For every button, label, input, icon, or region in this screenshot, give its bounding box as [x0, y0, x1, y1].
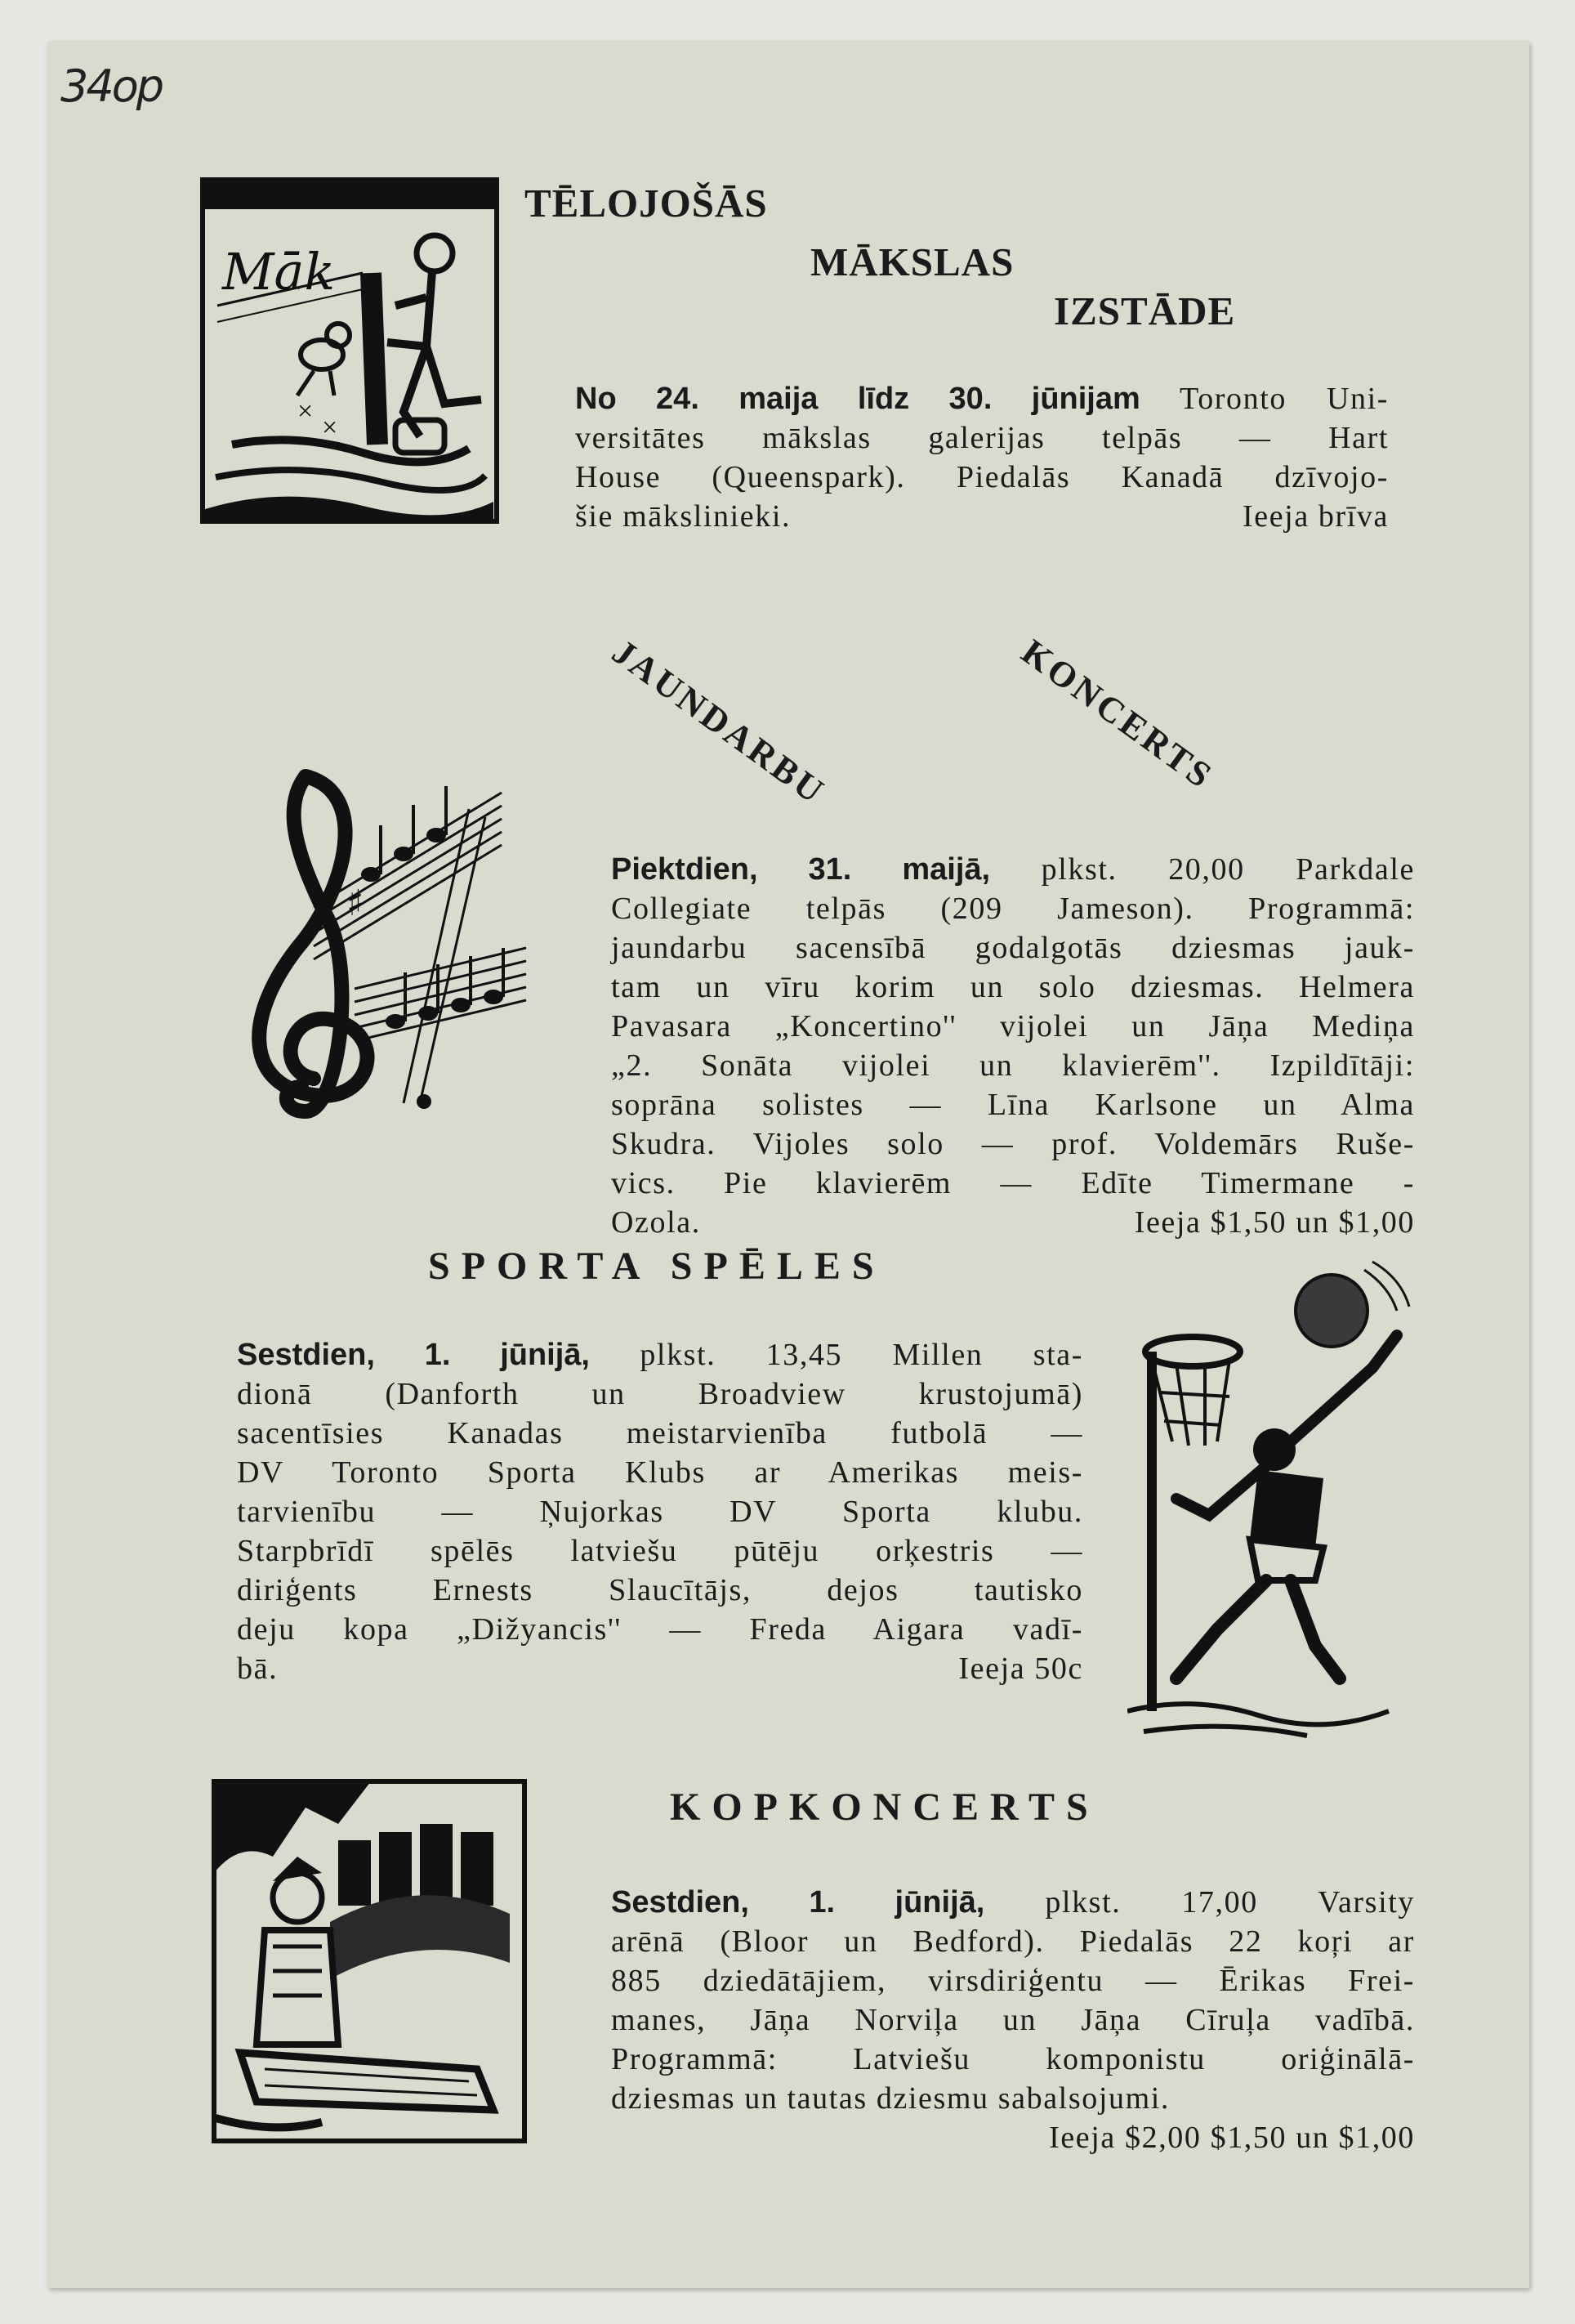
- exhibition-last-left: šie mākslinieki.: [575, 499, 792, 534]
- sport-title: SPORTA SPĒLES: [428, 1245, 886, 1288]
- poster-page: [47, 41, 1529, 2288]
- kopkoncerts-line-1: plkst. 17,00 Varsity: [1045, 1885, 1415, 1920]
- kopkoncerts-line-4: manes, Jāņa Norviļa un Jāņa Cīruļa vadībā.: [611, 2003, 1415, 2037]
- concert-line-3: jaundarbu sacensībā godalgotās dziesmas jauk-: [611, 931, 1415, 965]
- exhibition-title-line3: IZSTĀDE: [1054, 288, 1236, 333]
- exhibition-title-line1: TĒLOJOŠĀS: [524, 181, 768, 226]
- exhibition-paragraph: [575, 379, 1389, 536]
- concert-line-7: soprāna solistes — Līna Karlsone un Alma: [611, 1088, 1415, 1122]
- concert-line-6: „2. Sonāta vijolei un klavierēm''. Izpildītāji:: [611, 1048, 1415, 1083]
- concert-title-word1: JAUNDARBU: [605, 631, 834, 813]
- concert-line-2: Collegiate telpās (209 Jameson). Programmā:: [611, 892, 1415, 926]
- concert-paragraph: [611, 850, 1415, 1242]
- concert-line-1: plkst. 20,00 Parkdale: [1041, 852, 1415, 887]
- concert-line-4: tam un vīru korim un solo dziesmas. Helmera: [611, 970, 1415, 1004]
- concert-line-8: Skudra. Vijoles solo — prof. Voldemārs Ruše-: [611, 1127, 1415, 1161]
- exhibition-line-3: House (Queenspark). Piedalās Kanadā dzīvojo-: [575, 460, 1389, 494]
- svg-text:×: ×: [322, 413, 338, 443]
- concert-line-9: vics. Pie klavierēm — Edīte Timermane -: [611, 1166, 1415, 1200]
- sport-line-2: dionā (Danforth un Broadview krustojumā): [237, 1377, 1083, 1411]
- concert-price: Ieeja $1,50 un $1,00: [1134, 1205, 1415, 1240]
- kopkoncerts-paragraph: [611, 1883, 1415, 2157]
- kokle-player-castle-icon: [207, 1775, 551, 2151]
- sport-line-6: Starpbrīdī spēlēs latviešu pūtēju orķestris —: [237, 1534, 1083, 1568]
- concert-last-left: Ozola.: [611, 1205, 701, 1240]
- sport-line-7: diriģents Ernests Slaucītājs, dejos tautisko: [237, 1573, 1083, 1607]
- sport-line-8: deju kopa „Dižyancis'' — Freda Aigara vadī-: [237, 1612, 1083, 1647]
- exhibition-title-line2: MĀKSLAS: [810, 239, 1015, 284]
- concert-title-word2: KONCERTS: [1014, 631, 1221, 798]
- kopkoncerts-line-5: Programmā: Latviešu komponistu oriģinālā-: [611, 2042, 1415, 2076]
- kopkoncerts-line-2: arēnā (Bloor un Bedford). Piedalās 22 koŗi ar: [611, 1924, 1415, 1959]
- painter-easel-bird-icon: [199, 175, 541, 531]
- illustration-text: Māk: [222, 242, 336, 302]
- concert-line-5: Pavasara „Koncertino'' vijolei un Jāņa Mediņa: [611, 1009, 1415, 1044]
- kopkoncerts-line-6: dziesmas un tautas dziesmu sabalsojumi.: [611, 2081, 1171, 2116]
- handwritten-note: 34op: [60, 60, 163, 112]
- exhibition-line-1: Toronto Uni-: [1180, 382, 1390, 416]
- kopkoncerts-lead: Sestdien, 1. jūnijā,: [611, 1885, 985, 1920]
- sport-line-3: sacentīsies Kanadas meistarvienība futbolā —: [237, 1416, 1083, 1450]
- kopkoncerts-line-3: 885 dziedātājiem, virsdiriģentu — Ērikas Frei-: [611, 1964, 1415, 1998]
- concert-lead: Piektdien, 31. maijā,: [611, 852, 991, 887]
- exhibition-lead: No 24. maija līdz 30. jūnijam: [575, 382, 1140, 416]
- sport-line-5: tarvienību — Ņujorkas DV Sporta klubu.: [237, 1495, 1083, 1529]
- sport-lead: Sestdien, 1. jūnijā,: [237, 1338, 590, 1372]
- basketball-player-icon: [1127, 1254, 1470, 1744]
- svg-text:♯: ♯: [346, 883, 364, 924]
- svg-text:×: ×: [297, 396, 314, 427]
- sport-last-left: bā.: [237, 1651, 279, 1686]
- sport-paragraph: [237, 1335, 1083, 1688]
- sport-line-1: plkst. 13,45 Millen sta-: [640, 1338, 1083, 1372]
- treble-clef-music-notes-icon: [207, 760, 534, 1120]
- sport-line-4: DV Toronto Sporta Klubs ar Amerikas meis-: [237, 1455, 1083, 1490]
- kopkoncerts-title: KOPKONCERTS: [670, 1785, 1100, 1829]
- exhibition-price: Ieeja brīva: [1243, 499, 1389, 534]
- exhibition-line-2: versitātes mākslas galerijas telpās — Hart: [575, 421, 1389, 455]
- sport-price: Ieeja 50c: [958, 1651, 1083, 1686]
- kopkoncerts-price: Ieeja $2,00 $1,50 un $1,00: [1049, 2121, 1415, 2155]
